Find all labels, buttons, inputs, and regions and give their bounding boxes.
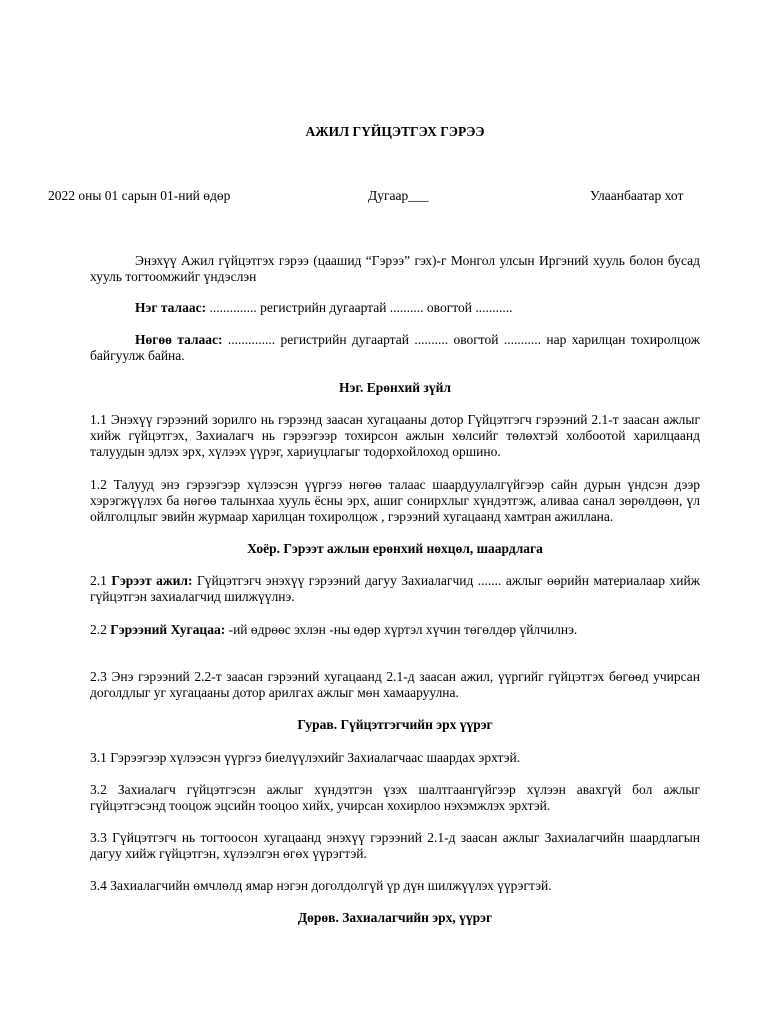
clause-1-2: 1.2 Талууд энэ гэрээгээр хүлээсэн үүргээ нөгөө талаас шаардуулалгүйгээр сайн дурын үндсэн дээр хэрэгжүүлэх ба нөгөө талынхаа хууль ёсны эрх, ашиг сонирхлыг хүндэтгэж, аливаа санал зөрөлдөөн, үл ойлголцлыг эвийн журмаар харилцан тохиролцож , гэрээний хугацаанд хамтран ажиллана. (90, 477, 700, 524)
clause-3-4: 3.4 Захиалагчийн өмчлөлд ямар нэгэн доголдолгүй үр дүн шилжүүлэх үүрэгтэй. (90, 878, 552, 893)
clause-2-2-number: 2.2 (90, 622, 111, 637)
clause-3-1: 3.1 Гэрээгээр хүлээсэн үүргээ биелүүлэхийг Захиалагчаас шаардах эрхтэй. (90, 750, 521, 765)
party-two-paragraph (90, 332, 700, 364)
clause-2-1 (90, 573, 700, 605)
clause-2-3: 2.3 Энэ гэрээний 2.2-т заасан гэрээний хугацаанд 2.1-д заасан ажил, үүргийг гүйцэтгэх бөгөөд учирсан доголдлыг уг хугацааны дотор арилгах ажлыг мөн хамааруулна. (90, 669, 700, 700)
clause-3-2: 3.2 Захиалагч гүйцэтгэсэн ажлыг хүндэтгэн үзэх шалтгаангүйгээр хүлээн авахгүй бол ажлыг гүйцэтгэсэнд тооцож эцсийн тооцоо хийх, учирсан хохирлоо нэхэмжлэх эрхтэй. (90, 782, 700, 813)
section-3-heading: Гурав. Гүйцэтгэгчийн эрх үүрэг (297, 717, 493, 732)
party-one-paragraph (90, 300, 700, 316)
party-two-text: .............. регистрийн дугаартай .......... овогтой ........... нар харилцан тохиролцож байгуулж байна. (90, 332, 701, 363)
clause-2-2-label: Гэрээний Хугацаа: (110, 622, 226, 637)
party-one-text: .............. регистрийн дугаартай .......... овогтой ........... (206, 300, 513, 315)
document-title: АЖИЛ ГҮЙЦЭТГЭХ ГЭРЭЭ (305, 124, 485, 139)
clause-1-1: 1.1 Энэхүү гэрээний зорилго нь гэрээнд заасан хугацааны дотор Гүйцэтгэгч гэрээний 2.1-т заасан ажлыг хийж гүйцэтгэх, Захиалагч нь гэрээгээр тохирсон ажлын хөлсийг төлөхтэй холбоотой харилцаанд талуудын эдлэх эрх, хүлээх үүрэг, хариуцлагыг тодорхойлоход оршино. (90, 412, 700, 459)
contract-date: 2022 оны 01 сарын 01-ний өдөр (48, 188, 231, 203)
section-4-heading: Дөрөв. Захиалагчийн эрх, үүрэг (297, 910, 493, 925)
intro-paragraph: Энэхүү Ажил гүйцэтгэх гэрээ (цаашид “Гэрээ” гэх)-г Монгол улсын Иргэний хууль болон бусад хууль тогтоомжийг үндэслэн (90, 253, 700, 284)
section-1-heading: Нэг. Ерөнхий зүйл (339, 380, 451, 395)
party-two-label: Нөгөө талаас: (135, 332, 223, 347)
party-one-label: Нэг талаас: (135, 300, 207, 315)
clause-2-1-number: 2.1 (90, 573, 112, 588)
clause-2-1-text: Гүйцэтгэгч энэхүү гэрээний дагуу Захиалагчид ....... ажлыг өөрийн материалаар хийж гүйцэтгэн захиалагчид шилжүүлнэ. (90, 573, 700, 604)
clause-3-3: 3.3 Гүйцэтгэгч нь тогтоосон хугацаанд энэхүү гэрээний 2.1-д заасан ажлыг Захиалагчийн шаардлагын дагуу хийж гүйцэтгэн, хүлээлгэн өгөх үүрэгтэй. (90, 830, 700, 861)
clause-2-1-label: Гэрээт ажил: (111, 573, 193, 588)
contract-number: Дугаар___ (368, 188, 429, 203)
clause-2-2-text: -ий өдрөөс эхлэн -ны өдөр хүртэл хүчин төгөлдөр үйлчилнэ. (225, 622, 578, 637)
contract-city: Улаанбаатар хот (590, 188, 684, 203)
clause-2-2 (90, 622, 700, 638)
section-2-heading: Хоёр. Гэрээт ажлын ерөнхий нөхцөл, шаардлага (247, 541, 543, 556)
